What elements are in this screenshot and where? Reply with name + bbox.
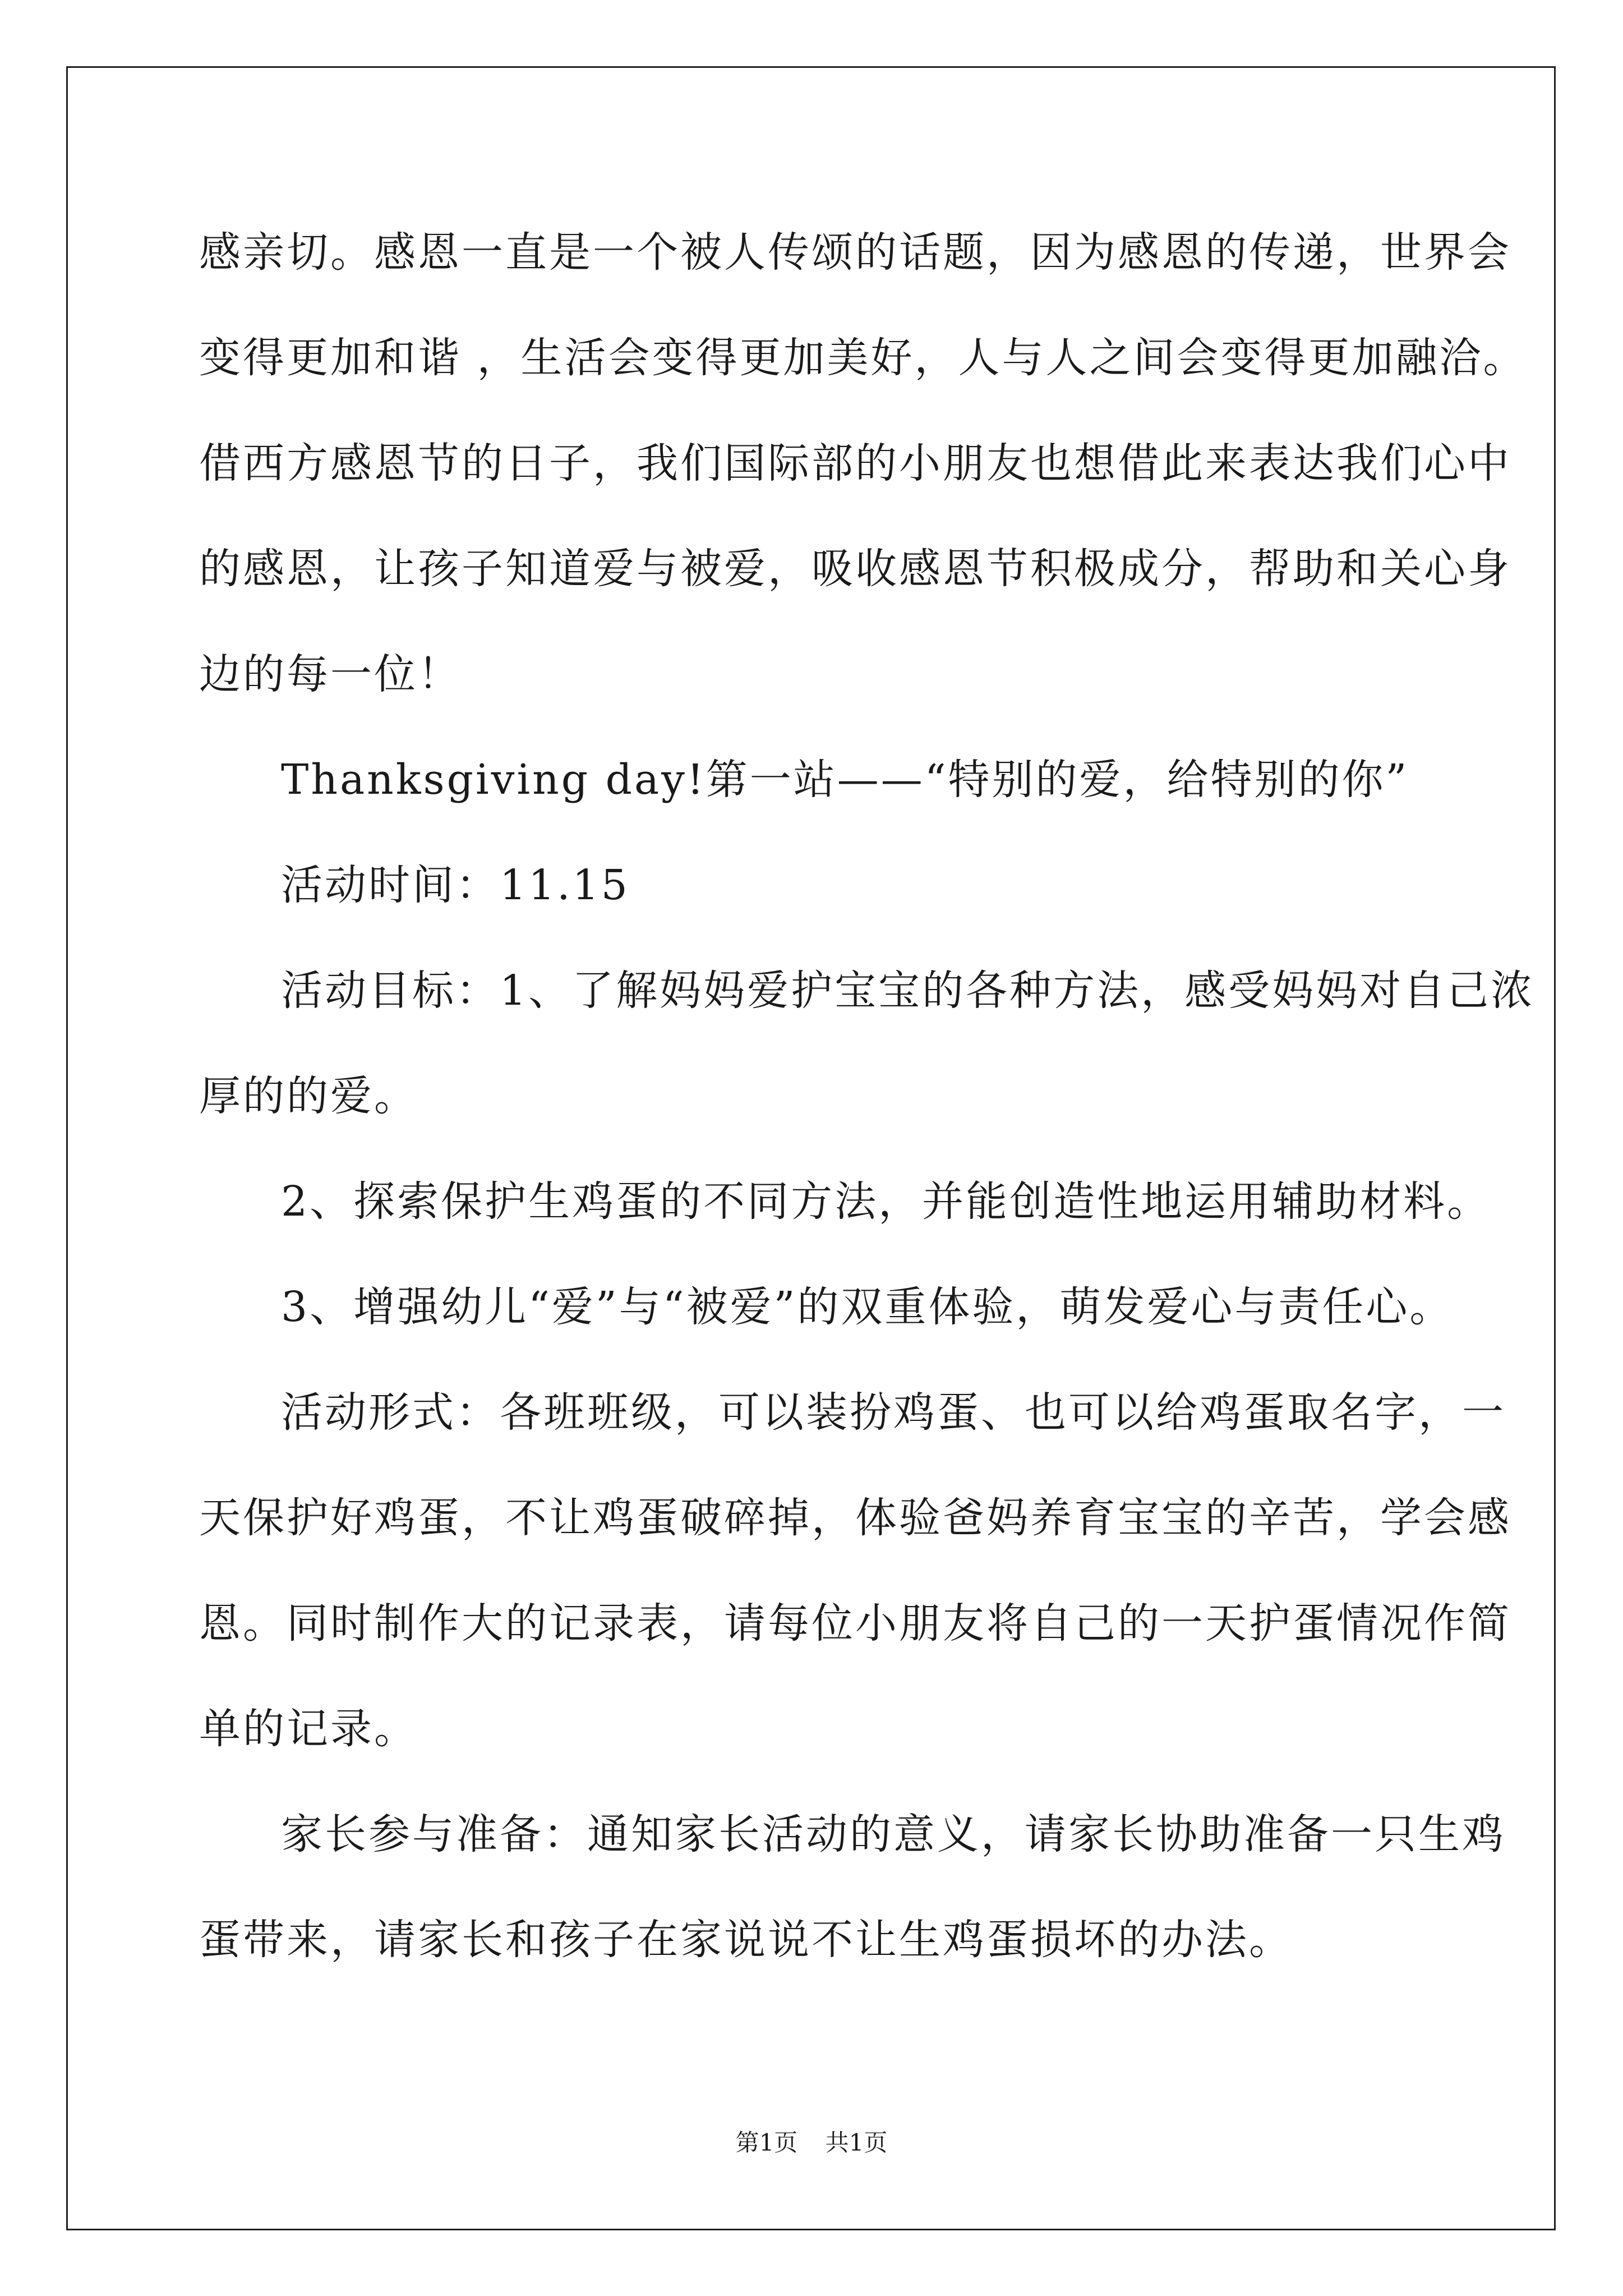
text-line: 借西方感恩节的日子，我们国际部的小朋友也想借此来表达我们心中: [199, 439, 1511, 487]
text-line: 边的每一位！: [199, 650, 462, 698]
section-heading: Thanksgiving day!第一站——“特别的爱，给特别的你”: [281, 756, 1409, 804]
page-total: 共1页: [825, 2129, 888, 2156]
document-body: [199, 210, 1535, 2003]
text-line: 天保护好鸡蛋，不让鸡蛋破碎掉，体验爸妈养育宝宝的辛苦，学会感: [199, 1494, 1511, 1542]
page-number: 第1页: [735, 2129, 798, 2156]
parent-preparation: 家长参与准备：通知家长活动的意义，请家长协助准备一只生鸡: [281, 1810, 1506, 1858]
activity-time: 活动时间：11.15: [281, 861, 630, 909]
activity-goal: 活动目标：1、了解妈妈爱护宝宝的各种方法，感受妈妈对自己浓: [281, 967, 1535, 1015]
text-line: 单的记录。: [199, 1705, 418, 1753]
text-line: 变得更加和谐 ，生活会变得更加美好，人与人之间会变得更加融洽。: [199, 334, 1527, 382]
text-line: 的感恩，让孩子知道爱与被爱，吸收感恩节积极成分，帮助和关心身: [199, 545, 1511, 593]
text-line: 感亲切。感恩一直是一个被人传颂的话题，因为感恩的传递，世界会: [199, 228, 1511, 277]
text-line: 厚的的爱。: [199, 1072, 418, 1120]
activity-format: 活动形式：各班班级，可以装扮鸡蛋、也可以给鸡蛋取名字，一: [281, 1388, 1506, 1437]
goal-item-2: 2、探索保护生鸡蛋的不同方法，并能创造性地运用辅助材料。: [281, 1177, 1491, 1226]
text-line: 蛋带来，请家长和孩子在家说说不让生鸡蛋损坏的办法。: [199, 1916, 1293, 1964]
goal-item-3: 3、增强幼儿“爱”与“被爱”的双重体验，萌发爱心与责任心。: [281, 1283, 1454, 1331]
text-line: 恩。同时制作大的记录表，请每位小朋友将自己的一天护蛋情况作简: [199, 1599, 1511, 1648]
page-footer: [0, 2126, 1623, 2160]
